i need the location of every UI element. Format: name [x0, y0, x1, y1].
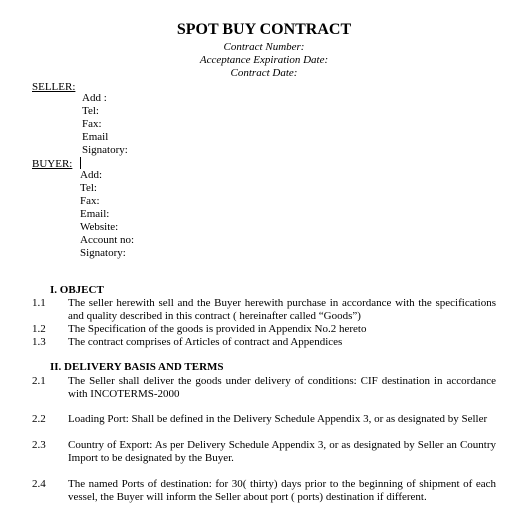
seller-field-email: Email	[82, 131, 109, 143]
clause-text: Country of Export: As per Delivery Schedule Appendix 3, or as designated by Seller an Country Import to be designated by the Buyer.	[68, 439, 496, 464]
clause-number: 2.2	[32, 413, 46, 425]
section-title-object: I. OBJECT	[50, 284, 104, 296]
seller-field-add: Add :	[82, 92, 107, 104]
seller-field-fax: Fax:	[82, 118, 102, 130]
buyer-field-signatory: Signatory:	[80, 247, 126, 259]
clause-number: 1.3	[32, 336, 46, 348]
buyer-field-add: Add:	[80, 169, 102, 181]
clause-number: 2.1	[32, 375, 46, 387]
clause-text: The contract comprises of Articles of contract and Appendices	[68, 336, 343, 348]
buyer-label-row	[32, 157, 81, 171]
text-cursor	[80, 157, 81, 169]
buyer-field-website: Website:	[80, 221, 119, 233]
seller-field-tel: Tel:	[82, 105, 99, 117]
buyer-field-fax: Fax:	[80, 195, 100, 207]
seller-label: SELLER:	[32, 81, 76, 93]
acceptance-expiration-label: Acceptance Expiration Date:	[199, 54, 329, 66]
clause-number: 1.1	[32, 297, 46, 309]
document-title: SPOT BUY CONTRACT	[176, 21, 352, 38]
seller-field-signatory: Signatory:	[82, 144, 128, 156]
buyer-field-account-no: Account no:	[80, 234, 135, 246]
clause-number: 2.3	[32, 439, 46, 451]
clause-text: Loading Port: Shall be defined in the Delivery Schedule Appendix 3, or as designated by Seller	[68, 413, 488, 425]
clause-text: The named Ports of destination: for 30( thirty) days prior to the beginning of shipment of each vessel, the Buyer will inform the Seller about port ( ports) destination if different.	[68, 478, 496, 503]
buyer-field-email: Email:	[80, 208, 110, 220]
contract-date-label: Contract Date:	[230, 67, 298, 79]
section-title-delivery: II. DELIVERY BASIS AND TERMS	[50, 361, 224, 373]
buyer-label: BUYER:	[32, 158, 73, 170]
clause-text: The seller herewith sell and the Buyer herewith purchase in accordance with the specifications and quality described in this contract ( hereinafter called “Goods”)	[68, 297, 496, 322]
buyer-field-tel: Tel:	[80, 182, 97, 194]
contract-number-label: Contract Number:	[223, 41, 305, 53]
clause-number: 1.2	[32, 323, 46, 335]
clause-text: The Seller shall deliver the goods under delivery of conditions: CIF destination in accordance with INCOTERMS-2000	[68, 375, 496, 400]
clause-number: 2.4	[32, 478, 46, 490]
clause-text: The Specification of the goods is provided in Appendix No.2 hereto	[68, 323, 367, 335]
